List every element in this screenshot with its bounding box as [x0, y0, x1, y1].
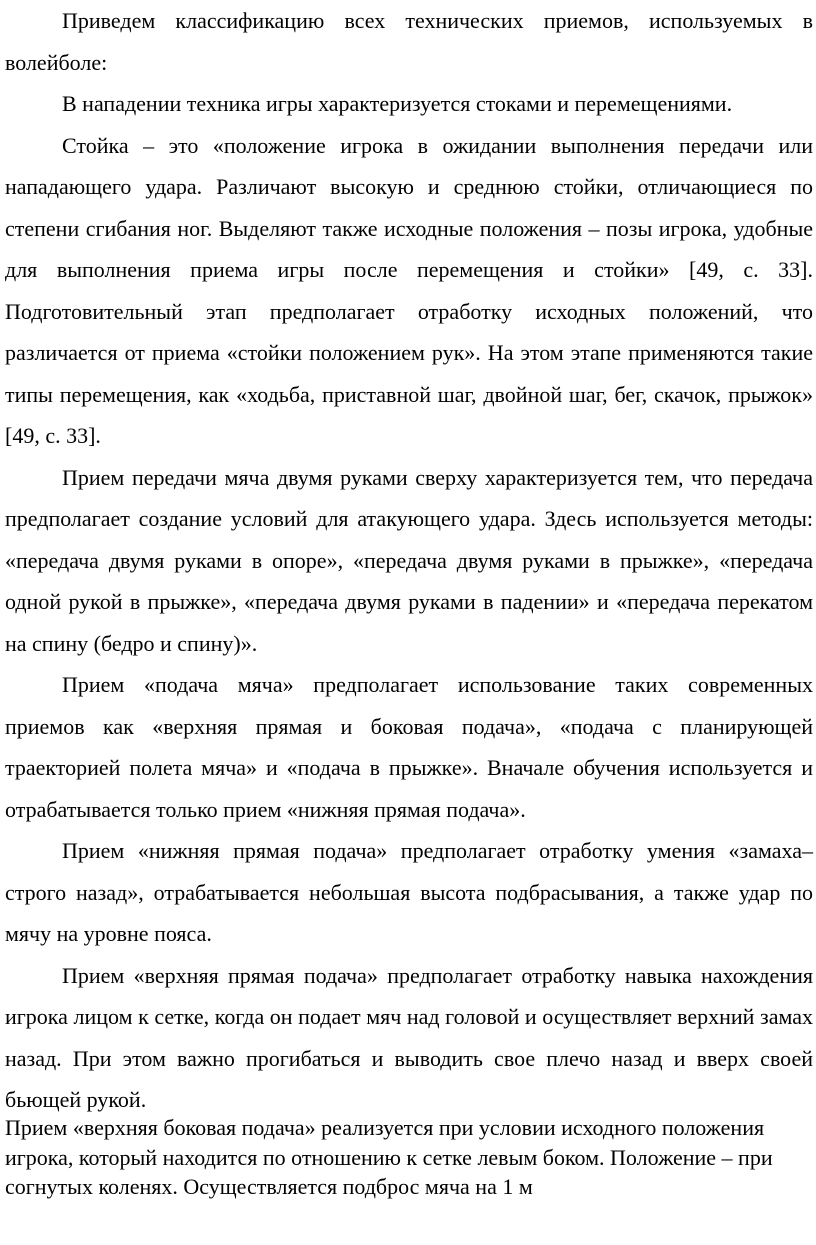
- paragraph-underhand-serve: Прием «нижняя прямая подача» предполагает отработку умения «замаха– строго назад», отрабатывается небольшая высота подбрасывания, а также удар по мячу на уровне пояса.: [5, 838, 813, 946]
- paragraph-overhead-pass: Прием передачи мяча двумя руками сверху характеризуется тем, что передача предполагает создание условий для атакующего удара. Здесь используется методы: «передача двумя руками в опоре», «передача двумя руками в прыжке», «передача одной рукой в прыжке», «передача двумя руками в падении» и «передача перекатом на спину (бедро и спину)».: [5, 464, 813, 656]
- paragraph-attack-technique: В нападении техника игры характеризуется стоками и перемещениями.: [62, 91, 733, 116]
- paragraph-overhead-serve: Прием «верхняя прямая подача» предполагает отработку навыка нахождения игрока лицом к сетке, когда он подает мяч над головой и осуществляет верхний замах назад. При этом важно прогибаться и выводить свое плечо назад и вверх своей бьющей рукой.: [5, 962, 813, 1112]
- document-body: [5, 0, 813, 1121]
- paragraph-serve: Прием «подача мяча» предполагает использование таких современных приемов как «верхняя прямая и боковая подача», «подача с планирующей траекторией полета мяча» и «подача в прыжке». Вначале обучения используется и отрабатывается только прием «нижняя прямая подача».: [5, 672, 813, 822]
- document-tail: [5, 1113, 813, 1202]
- paragraph-classification-intro: Приведем классификацию всех технических приемов, используемых в волейболе:: [5, 8, 813, 75]
- paragraph-stance: Стойка – это «положение игрока в ожидании выполнения передачи или нападающего удара. Различают высокую и среднюю стойки, отличающиеся по степени сгибания ног. Выделяют также исходные положения – позы игрока, удобные для выполнения приема игры после перемещения и стойки» [49, с. 33]. Подготовительный этап предполагает отработку исходных положений, что различается от приема «стойки положением рук». На этом этапе применяются такие типы перемещения, как «ходьба, приставной шаг, двойной шаг, бег, скачок, прыжок» [49, с. 33].: [5, 132, 813, 448]
- paragraph-side-serve: Прием «верхняя боковая подача» реализуется при условии исходного положения игрока, который находится по отношению к сетке левым боком. Положение – при согнутых коленях. Осуществляется подброс мяча на 1 м: [5, 1115, 773, 1199]
